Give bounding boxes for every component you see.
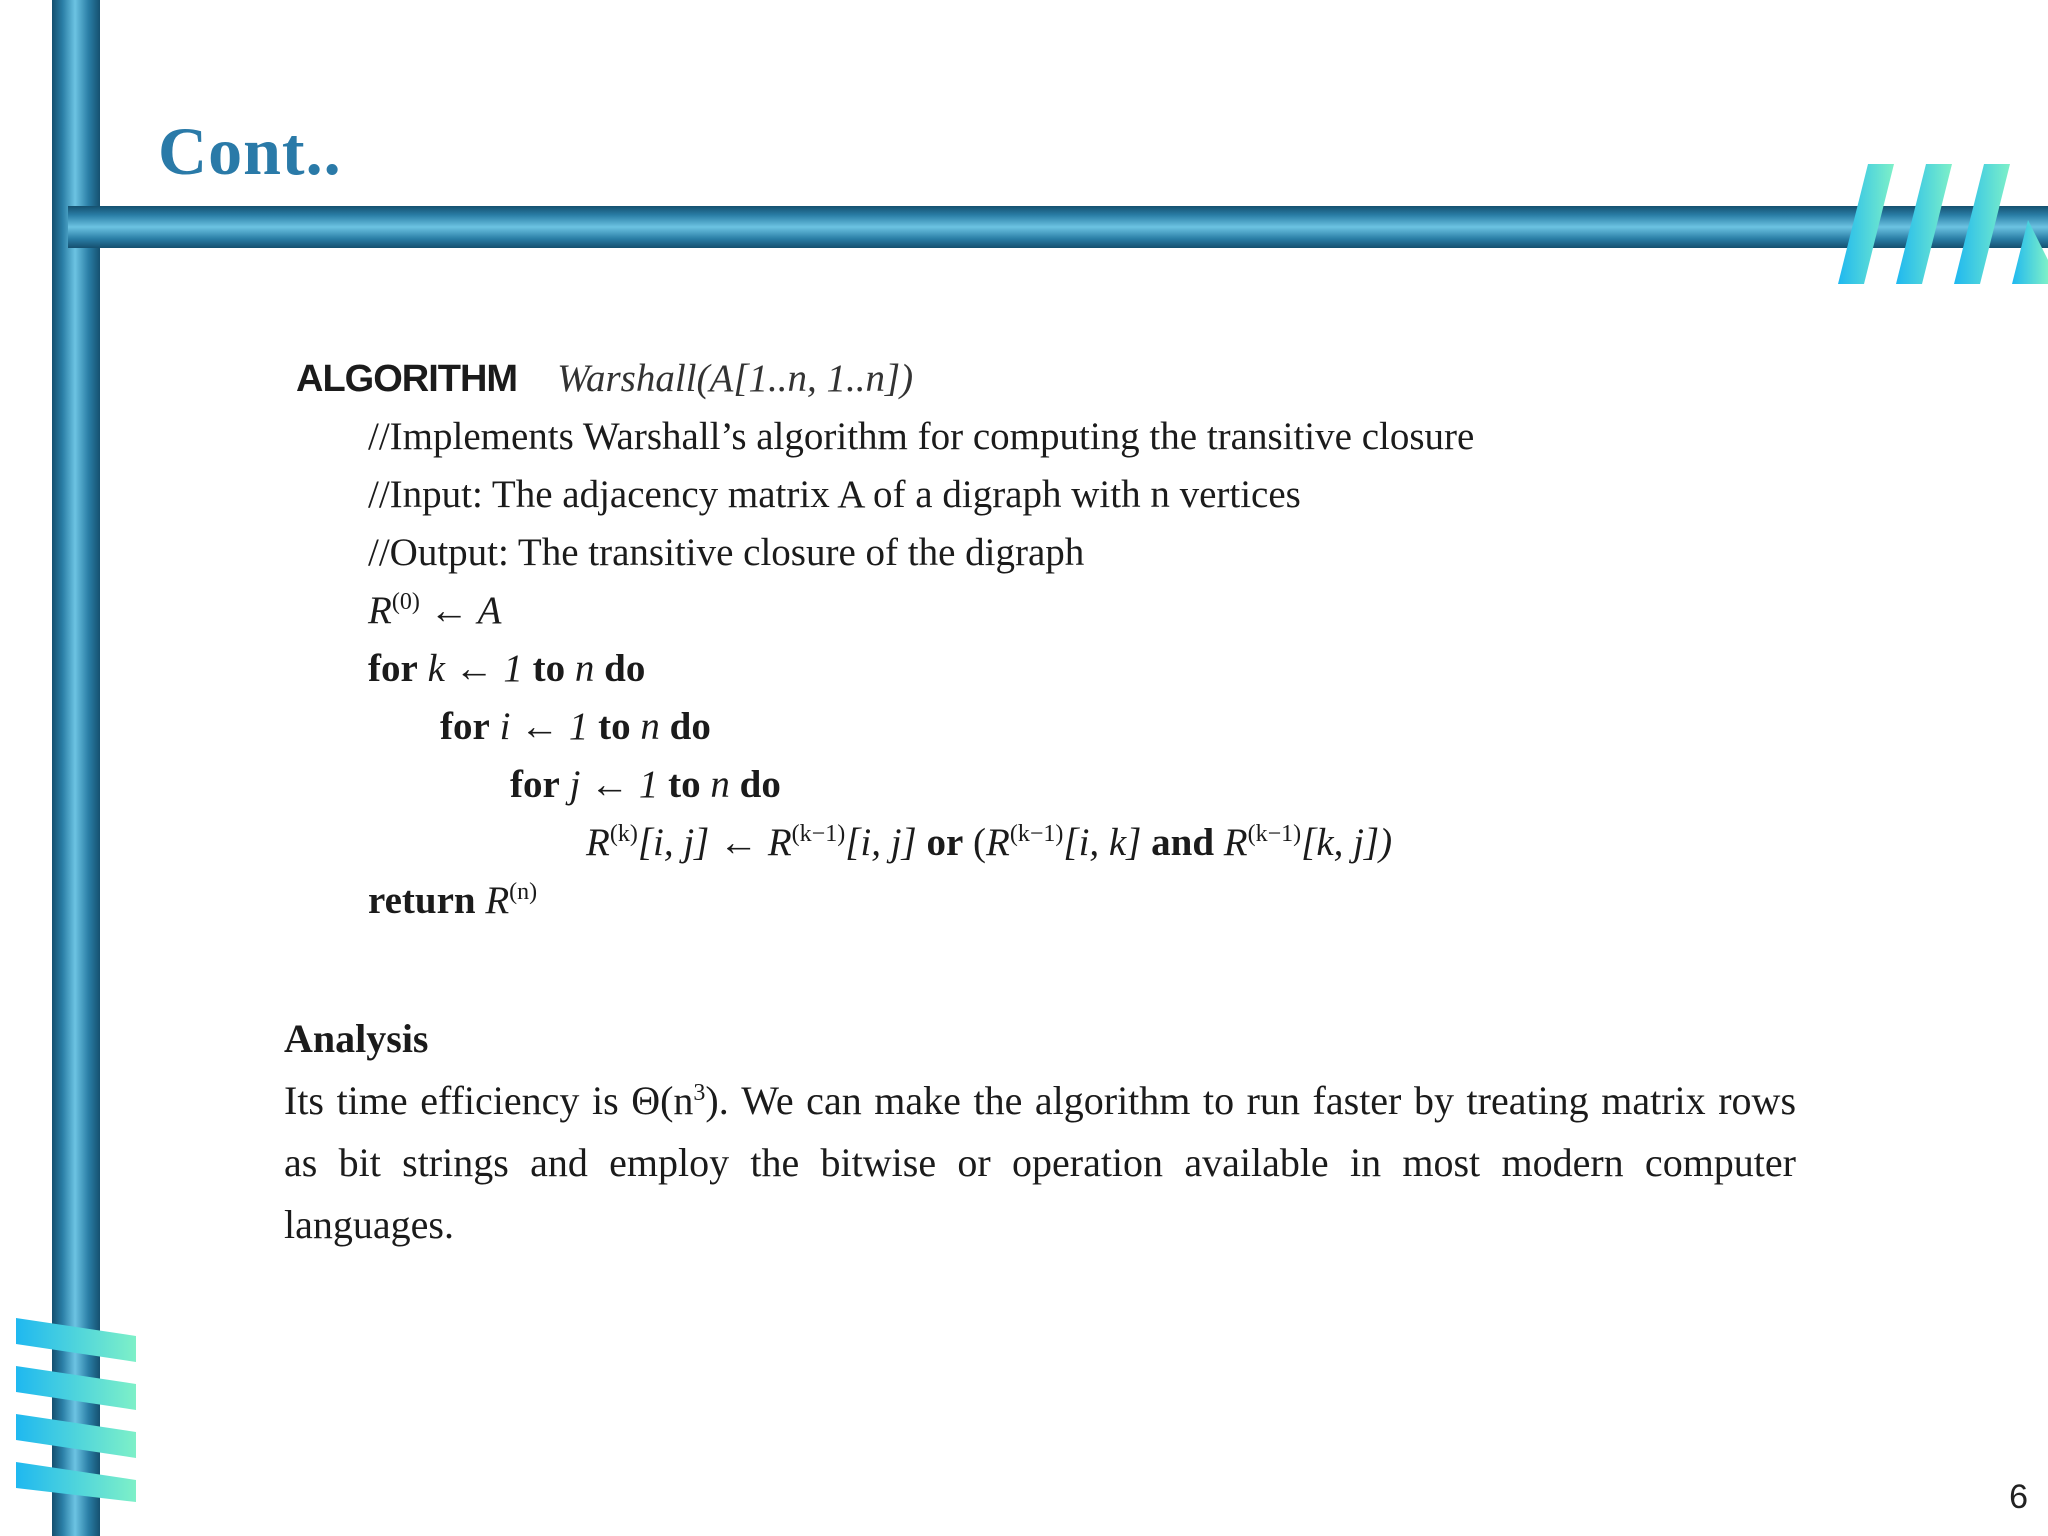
loop-bound: n: [630, 705, 670, 748]
keyword-do: do: [739, 763, 781, 806]
loop-bound: n: [565, 647, 605, 690]
matrix-symbol: R: [368, 589, 392, 632]
matrix-symbol: R: [475, 879, 510, 922]
algorithm-keyword: ALGORITHM: [296, 358, 518, 400]
superscript: (k−1): [1009, 821, 1064, 847]
statement-text: ← A: [419, 589, 502, 632]
keyword-to: to: [598, 705, 631, 748]
comment-line: //Input: The adjacency matrix A of a digraph with n vertices: [368, 473, 1301, 516]
analysis-section: [284, 1008, 1796, 1256]
keyword-do: do: [669, 705, 711, 748]
loop-text: j ← 1: [559, 763, 669, 806]
statement-text: [i, j]: [845, 821, 927, 864]
update-statement: [296, 814, 1616, 872]
init-statement: [296, 582, 1616, 640]
decorative-stripes-icon: [12, 1318, 140, 1502]
keyword-to: to: [668, 763, 701, 806]
matrix-symbol: R: [986, 821, 1010, 864]
matrix-symbol: R: [767, 821, 792, 864]
analysis-heading: Analysis: [284, 1016, 429, 1061]
analysis-text: ). We can make the algorithm to run faster by treating matrix rows as bit strings and employ the bitwise or operation available in most modern computer languages.: [284, 1078, 1797, 1247]
slide-number: 6: [2009, 1478, 2028, 1516]
superscript: (k−1): [791, 821, 846, 847]
comment-line: //Implements Warshall’s algorithm for computing the transitive closure: [368, 415, 1475, 458]
matrix-symbol: R: [586, 821, 610, 864]
slide-title: Cont..: [158, 113, 342, 189]
algorithm-signature: Warshall(A[1..n, 1..n]): [557, 357, 914, 400]
analysis-text: Its time efficiency is Θ(n: [284, 1078, 694, 1123]
exponent: 3: [693, 1080, 706, 1106]
keyword-for: for: [440, 705, 490, 748]
keyword-to: to: [532, 647, 566, 690]
loop-k: [296, 640, 1616, 698]
loop-bound: n: [700, 763, 740, 806]
statement-text: [i, k]: [1063, 821, 1152, 864]
algorithm-pseudocode: [296, 350, 1616, 930]
horizontal-decor-bar: [68, 206, 2048, 248]
statement-text: [i, j] ←: [637, 821, 768, 864]
matrix-symbol: R: [1223, 821, 1248, 864]
loop-text: k ← 1: [417, 647, 533, 690]
keyword-for: for: [368, 647, 418, 690]
statement-text: (: [963, 821, 987, 864]
loop-i: [296, 698, 1616, 756]
loop-text: i ← 1: [489, 705, 599, 748]
superscript: (0): [391, 589, 420, 615]
statement-text: [k, j]): [1301, 821, 1393, 864]
keyword-do: do: [604, 647, 646, 690]
statement-text: [1214, 821, 1224, 864]
keyword-for: for: [510, 763, 560, 806]
loop-j: [296, 756, 1616, 814]
analysis-paragraph: [284, 1070, 1796, 1256]
superscript: (k−1): [1247, 821, 1302, 847]
algorithm-header: [296, 350, 1616, 408]
keyword-or: or: [926, 821, 964, 864]
return-statement: [296, 872, 1616, 930]
keyword-return: return: [368, 879, 476, 922]
superscript: (k): [609, 821, 638, 847]
keyword-and: and: [1151, 821, 1215, 864]
superscript: (n): [509, 879, 538, 905]
comment-line: //Output: The transitive closure of the digraph: [368, 531, 1085, 574]
decorative-logo-icon: [1832, 160, 2048, 286]
